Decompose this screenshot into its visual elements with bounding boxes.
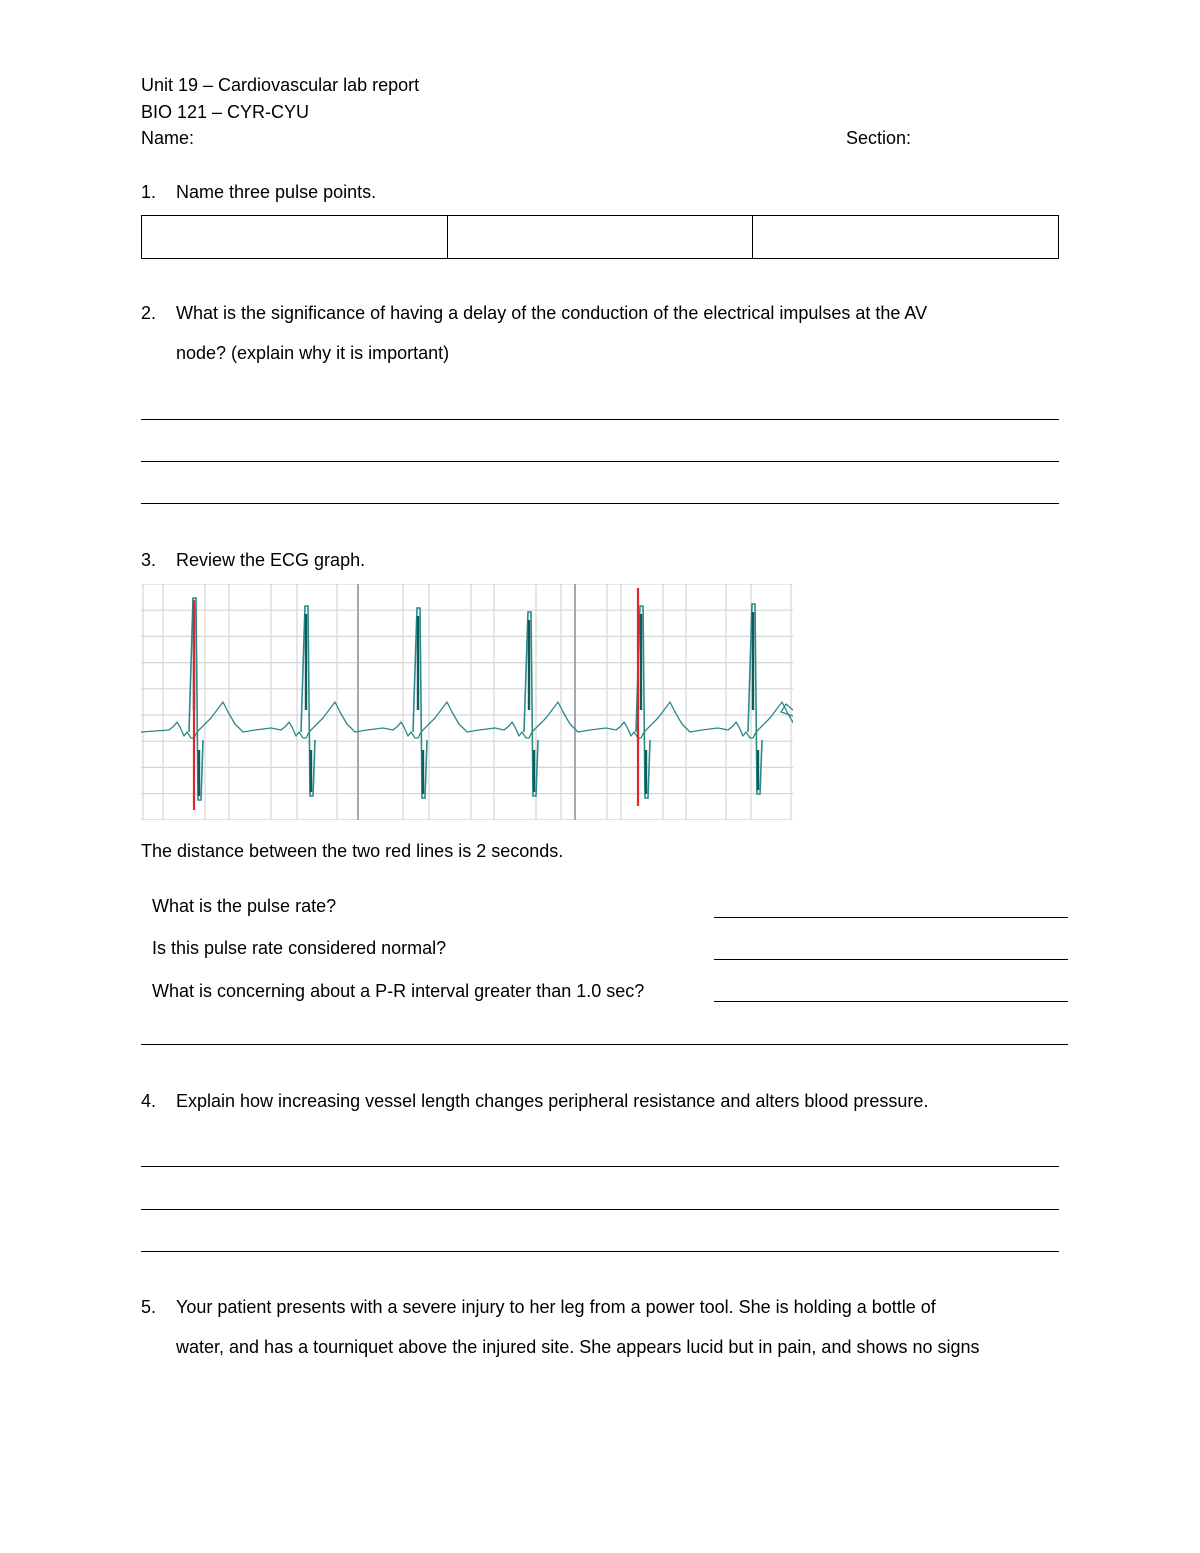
q1-text: Name three pulse points. [176, 182, 377, 202]
ecg-note: The distance between the two red lines is 2 seconds. [141, 841, 564, 861]
ecg-qrs-spike [748, 604, 762, 794]
name-label: Name: [141, 128, 195, 148]
q2-answer-line-2[interactable] [141, 461, 1059, 462]
pr-interval-answer-line-2[interactable] [141, 1044, 1068, 1045]
section-label: Section: [846, 128, 912, 148]
q2-answer-line-3[interactable] [141, 503, 1059, 504]
pulse-point-cell-2[interactable] [447, 216, 753, 259]
q5-text-line1: Your patient presents with a severe injury to her leg from a power tool. She is holding a bottle of [176, 1297, 936, 1317]
ecg-trace [141, 702, 793, 738]
pulse-point-cell-3[interactable] [753, 216, 1059, 259]
q2-number: 2. [141, 303, 157, 323]
q3-text: Review the ECG graph. [176, 550, 366, 570]
q4-number: 4. [141, 1091, 157, 1111]
report-title: Unit 19 – Cardiovascular lab report [141, 75, 420, 95]
ecg-graph [141, 584, 793, 820]
pulse-points-table [141, 215, 1059, 259]
normal-rate-answer-line[interactable] [714, 959, 1068, 960]
q4-text: Explain how increasing vessel length changes peripheral resistance and alters blood pressure. [176, 1091, 929, 1111]
q4-answer-line-1[interactable] [141, 1166, 1059, 1167]
q3-number: 3. [141, 550, 157, 570]
q2-text-line2: node? (explain why it is important) [176, 343, 450, 363]
q5-number: 5. [141, 1297, 157, 1317]
ecg-qrs-spike [189, 598, 203, 800]
ecg-grid [141, 584, 793, 820]
ecg-spikes [189, 598, 762, 800]
q5-text-line2: water, and has a tourniquet above the injured site. She appears lucid but in pain, and shows no signs [176, 1337, 980, 1357]
q3-sub2-text: Is this pulse rate considered normal? [152, 938, 447, 958]
q3-sub3-text: What is concerning about a P-R interval greater than 1.0 sec? [152, 981, 645, 1001]
q1-number: 1. [141, 182, 157, 202]
q4-answer-line-3[interactable] [141, 1251, 1059, 1252]
pr-interval-answer-line[interactable] [714, 1001, 1068, 1002]
q2-answer-line-1[interactable] [141, 419, 1059, 420]
course-code: BIO 121 – CYR-CYU [141, 102, 310, 122]
pulse-point-cell-1[interactable] [142, 216, 448, 259]
q2-text-line1: What is the significance of having a delay of the conduction of the electrical impulses at the AV [176, 303, 928, 323]
pulse-rate-answer-line[interactable] [714, 917, 1068, 918]
q4-answer-line-2[interactable] [141, 1209, 1059, 1210]
q3-sub1-text: What is the pulse rate? [152, 896, 337, 916]
